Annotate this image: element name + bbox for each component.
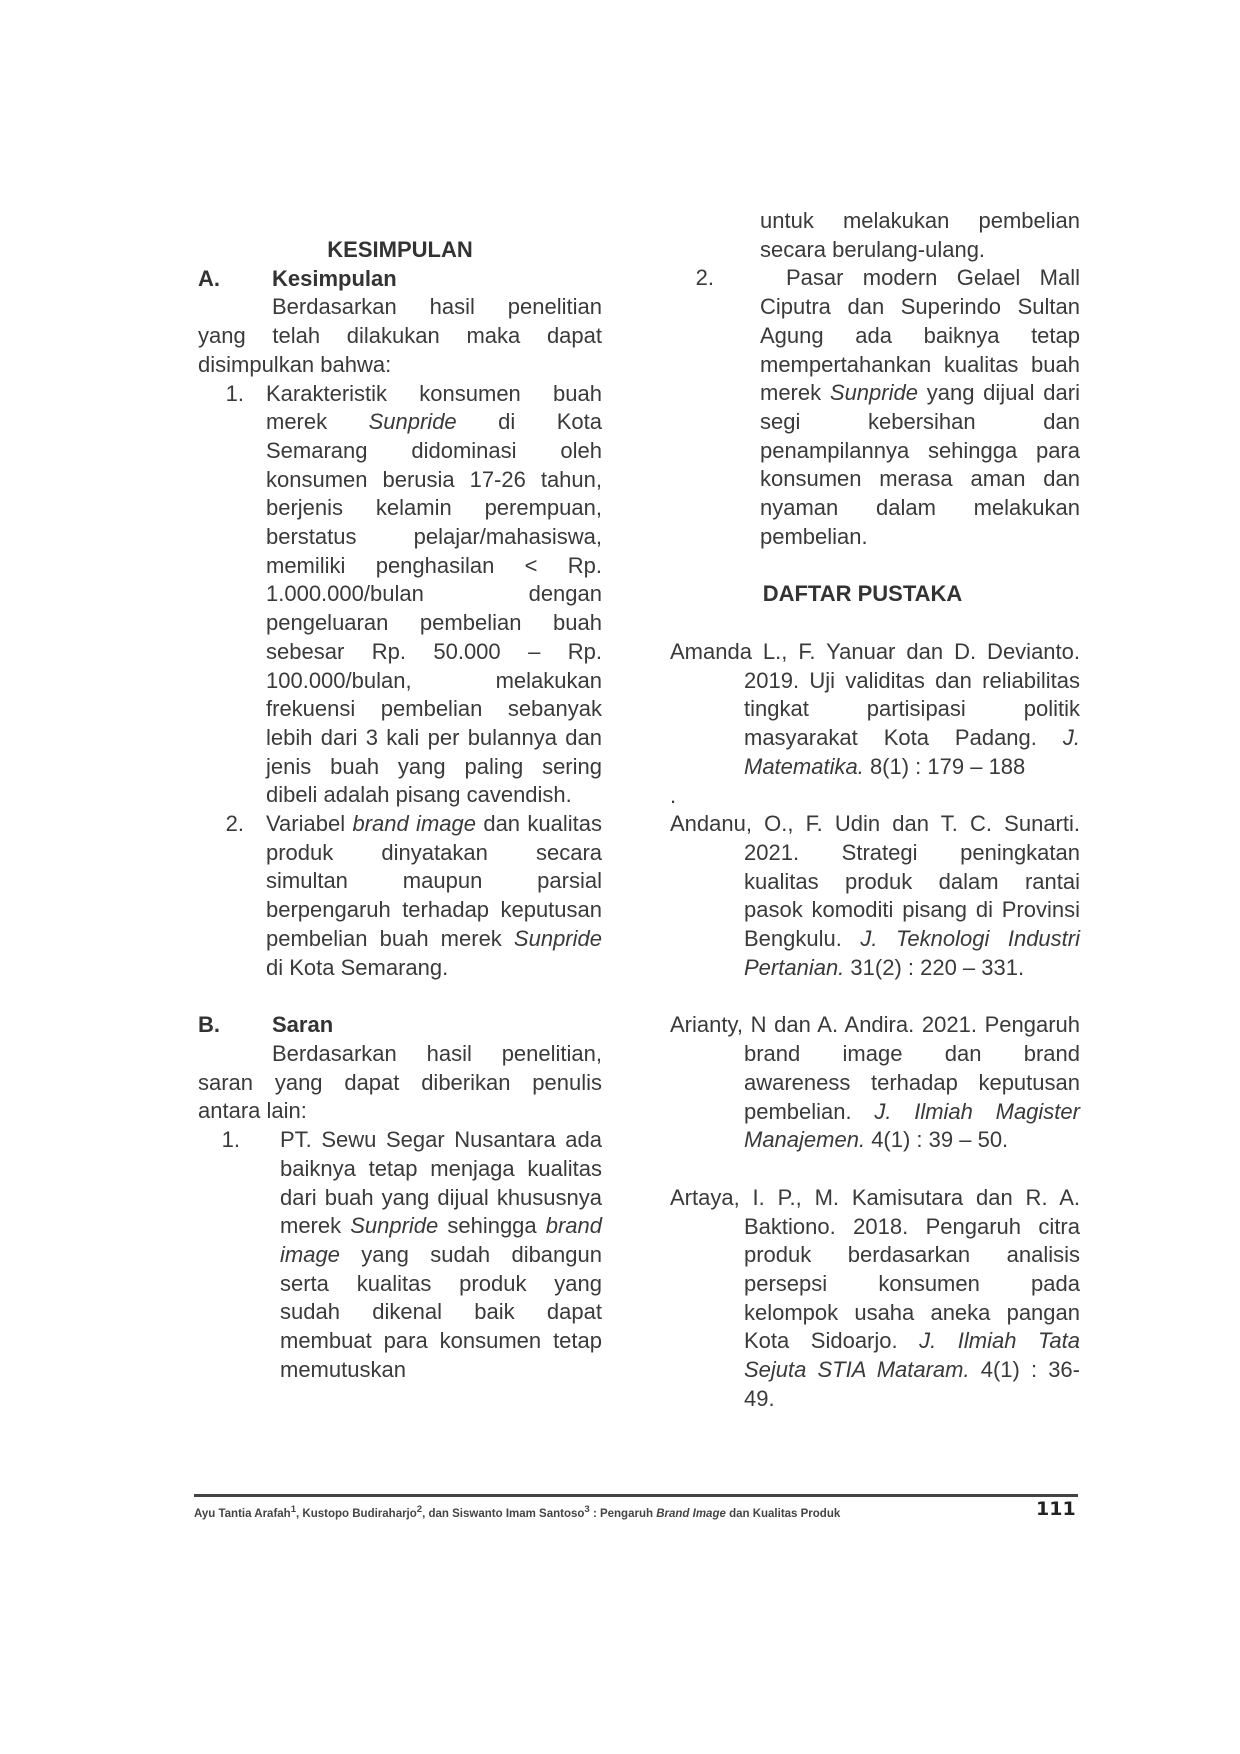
- spacer: [670, 982, 1080, 1011]
- subsection-heading-b: [198, 1011, 602, 1040]
- list-number: 2.: [225, 811, 244, 837]
- list-number: 1.: [221, 1127, 240, 1153]
- suggestion-continuation: untuk melakukan pembelian secara berulang-ulang.: [760, 208, 1080, 262]
- list-item-text: Karakteristik konsumen buah merek Sunpride di Kota Semarang didominasi oleh konsumen berusia 17-26 tahun, berjenis kelamin perempuan, berstatus pelajar/mahasiswa, memiliki penghasilan < Rp. 1.000.000/bulan dengan pengeluaran pembelian buah sebesar Rp. 50.000 – Rp. 100.000/bulan, melakukan frekuensi pembelian sebanyak lebih dari 3 kali per bulannya dan jenis buah yang paling sering dibeli adalah pisang cavendish.: [266, 380, 602, 808]
- spacer: [670, 551, 1080, 580]
- running-footer: Ayu Tantia Arafah$^1$, Kustopo Budiraharjo$^2$, dan Siswanto Imam Santoso$^3$ : Pengaruh Brand Image dan Kualitas Produk: [194, 1504, 841, 1520]
- reference-entry: Artaya, I. P., M. Kamisutara dan R. A. Baktiono. 2018. Pengaruh citra produk berdasarkan analisis persepsi konsumen pada kelompok usaha aneka pangan Kota Sidoarjo. J. Ilmiah Tata Sejuta STIA Mataram. 4(1) : 36-49.: [670, 1184, 1080, 1411]
- list-number: 1.: [225, 380, 244, 406]
- list-item-text: Pasar modern Gelael Mall Ciputra dan Superindo Sultan Agung ada baiknya tetap mempertahankan kualitas buah merek Sunpride yang dijual dari segi kebersihan dan penampilannya sehingga para konsumen merasa aman dan nyaman dalam melakukan pembelian.: [760, 265, 1080, 549]
- stray-dot: .: [670, 782, 677, 808]
- reference-entry: Andanu, O., F. Udin dan T. C. Sunarti. 2021. Strategi peningkatan kualitas produk dalam rantai pasok komoditi pisang di Provinsi Bengkulu. J. Teknologi Industri Pertanian. 31(2) : 220 – 331.: [670, 811, 1080, 980]
- subsection-title: Saran: [272, 1012, 334, 1038]
- suggestion-item-1: [198, 1126, 602, 1384]
- intro-paragraph-b: Berdasarkan hasil penelitian, saran yang dapat diberikan penulis antara lain:: [198, 1040, 602, 1124]
- reference-list: [670, 638, 1080, 1414]
- suggestion-item-2: [670, 264, 1080, 551]
- section-heading-kesimpulan: KESIMPULAN: [327, 237, 473, 262]
- subsection-letter: A.: [198, 265, 220, 291]
- conclusion-item-2: [198, 810, 602, 982]
- reference-entry: Arianty, N dan A. Andira. 2021. Pengaruh brand image dan brand awareness terhadap keputusan pembelian. J. Ilmiah Magister Manajemen. 4(1) : 39 – 50.: [670, 1012, 1080, 1153]
- list-number: 2.: [695, 265, 714, 291]
- footer-rule: [194, 1494, 1078, 1497]
- conclusion-item-1: [198, 380, 602, 811]
- page-number: 111: [1036, 1498, 1076, 1520]
- subsection-title: Kesimpulan: [272, 265, 397, 291]
- spacer: [670, 609, 1080, 638]
- spacer: [198, 982, 602, 1011]
- list-item-text: Variabel brand image dan kualitas produk dinyatakan secara simultan maupun parsial berpengaruh terhadap keputusan pembelian buah merek Sunpride di Kota Semarang.: [266, 811, 602, 980]
- reference-entry: Amanda L., F. Yanuar dan D. Devianto. 2019. Uji validitas dan reliabilitas tingkat partisipasi politik masyarakat Kota Padang. J. Matematika. 8(1) : 179 – 188: [670, 639, 1080, 779]
- intro-paragraph-a: Berdasarkan hasil penelitian yang telah dilakukan maka dapat disimpulkan bahwa:: [198, 294, 602, 377]
- section-heading-daftar-pustaka: DAFTAR PUSTAKA: [762, 581, 963, 607]
- right-column: [670, 207, 1080, 638]
- subsection-letter: B.: [198, 1012, 220, 1038]
- subsection-heading-a: [198, 265, 602, 294]
- spacer: [670, 1155, 1080, 1184]
- left-column: [198, 236, 602, 1384]
- list-item-text: PT. Sewu Segar Nusantara ada baiknya tetap menjaga kualitas dari buah yang dijual khususnya merek Sunpride sehingga brand image yang sudah dibangun serta kualitas produk yang sudah dikenal baik dapat membuat para konsumen tetap memutuskan: [280, 1127, 602, 1382]
